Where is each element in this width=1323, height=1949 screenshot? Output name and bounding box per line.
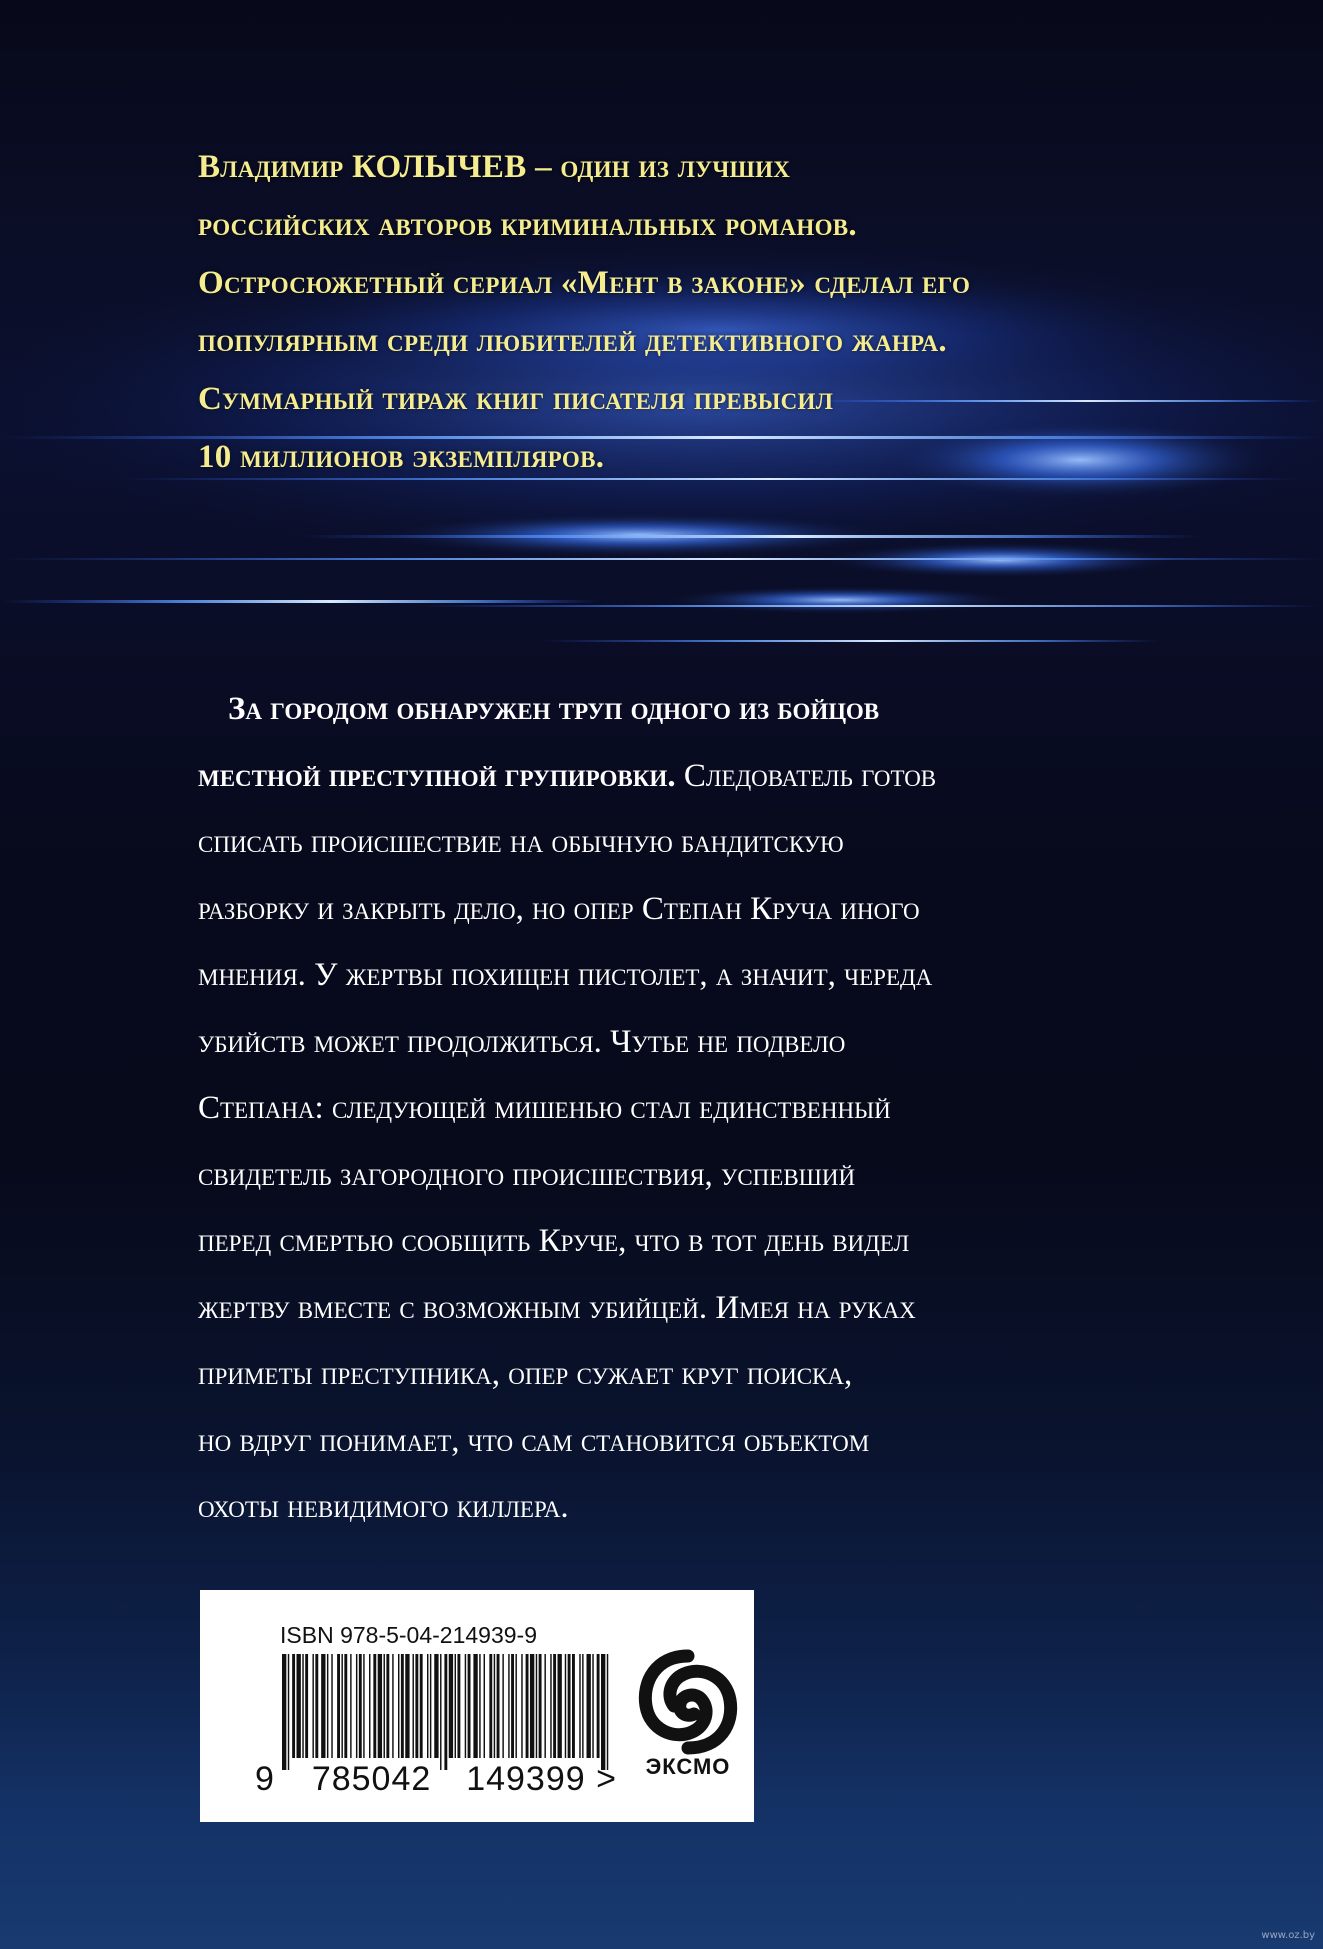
- annotation-line: но вдруг понимает, что сам становится объектом: [198, 1422, 870, 1459]
- author-blurb-line: Владимир КОЛЫЧЕВ – один из лучших: [198, 149, 791, 185]
- barcode-bar: [305, 1654, 308, 1758]
- barcode-bar: [601, 1654, 605, 1770]
- barcode-bar: [465, 1654, 466, 1758]
- barcode-bars: [282, 1654, 612, 1770]
- barcode-bar: [384, 1654, 385, 1758]
- annotation-line: охоты невидимого киллера.: [198, 1489, 569, 1525]
- light-streak: [540, 640, 1160, 642]
- barcode-bar: [521, 1654, 522, 1758]
- barcode-bar: [401, 1654, 404, 1758]
- barcode-bar: [479, 1654, 480, 1758]
- barcode-bar: [597, 1654, 600, 1758]
- barcode-bar: [515, 1654, 516, 1758]
- barcode-bar: [587, 1654, 591, 1758]
- barcode-bar: [315, 1654, 318, 1758]
- barcode-bar: [327, 1654, 328, 1758]
- barcode-bar: [607, 1654, 608, 1770]
- barcode-digits: [255, 1760, 635, 1799]
- barcode-bar: [386, 1654, 389, 1758]
- barcode-bar: [592, 1654, 593, 1758]
- annotation-line: Степана: следующей мишенью стал единственный: [198, 1090, 891, 1126]
- barcode-bar: [572, 1654, 575, 1758]
- annotation-line: свидетель загородного происшествия, успевший: [198, 1156, 856, 1193]
- annotation-line: разборку и закрыть дело, но опер Степан Круча иного: [198, 890, 920, 927]
- barcode-bar: [337, 1654, 340, 1758]
- light-streak: [0, 600, 600, 603]
- barcode-bar: [341, 1654, 342, 1758]
- barcode-bar: [457, 1654, 460, 1758]
- barcode-bar: [420, 1654, 423, 1758]
- annotation-line: Следователь готов: [675, 757, 937, 794]
- barcode-bar: [550, 1654, 551, 1758]
- barcode-bar: [568, 1654, 571, 1758]
- barcode-digit-tail: >: [596, 1760, 617, 1798]
- barcode-bar: [502, 1654, 503, 1758]
- publisher-name: ЭКСМО: [645, 1754, 731, 1779]
- barcode-bar: [539, 1654, 542, 1758]
- barcode-bar: [312, 1654, 313, 1758]
- annotation-lead-line: За городом обнаружен труп одного из бойцов: [228, 691, 880, 727]
- annotation-lead-line: местной преступной групировки.: [198, 757, 676, 794]
- barcode-bar: [444, 1654, 447, 1770]
- barcode-bar: [473, 1654, 477, 1758]
- barcode-bar: [489, 1654, 492, 1758]
- barcode-bar: [369, 1654, 370, 1758]
- barcode-bar: [511, 1654, 514, 1758]
- barcode-bar: [544, 1654, 545, 1758]
- barcode-bar: [350, 1654, 351, 1758]
- author-blurb-line: 10 миллионов экземпляров.: [198, 439, 605, 475]
- barcode-bar: [494, 1654, 495, 1758]
- barcode-bar: [526, 1654, 529, 1758]
- barcode-bar: [363, 1654, 364, 1758]
- barcode-digit-lead: 9: [255, 1760, 275, 1798]
- barcode-bar: [282, 1654, 286, 1770]
- author-blurb-line: российских авторов криминальных романов.: [198, 207, 857, 243]
- barcode-bar: [536, 1654, 537, 1758]
- barcode-bar: [288, 1654, 289, 1770]
- barcode-bar: [468, 1654, 471, 1758]
- light-streak: [300, 535, 1200, 538]
- book-annotation: [198, 676, 1198, 1541]
- barcode-bar: [449, 1654, 453, 1758]
- isbn-label: ISBN 978-5-04-214939-9: [280, 1622, 537, 1648]
- barcode-bar: [302, 1654, 303, 1758]
- annotation-line: жертву вместе с возможным убийцей. Имея на руках: [198, 1289, 916, 1326]
- barcode-bar: [565, 1654, 566, 1758]
- annotation-line: убийств может продолжиться. Чутье не подвело: [198, 1023, 846, 1060]
- barcode-bar: [497, 1654, 500, 1758]
- barcode-bar: [558, 1654, 562, 1758]
- barcode-bar: [356, 1654, 357, 1758]
- barcode-bar: [427, 1654, 428, 1758]
- light-streak: [420, 605, 1320, 607]
- barcode-bar: [378, 1654, 382, 1758]
- barcode-bar: [579, 1654, 580, 1758]
- author-blurb-line: Остросюжетный сериал «Мент в законе» сделал его: [198, 265, 971, 301]
- barcode-bar: [530, 1654, 534, 1758]
- barcode-digit-group: 149399: [466, 1760, 586, 1798]
- barcode-bar: [508, 1654, 509, 1758]
- barcode-bar: [292, 1654, 295, 1758]
- barcode-bar: [297, 1654, 301, 1758]
- author-blurb: [198, 138, 1198, 486]
- barcode-bar: [440, 1654, 441, 1770]
- barcode-panel: [200, 1590, 754, 1822]
- light-streak: [0, 558, 1323, 560]
- watermark: www.oz.by: [1261, 1930, 1315, 1941]
- barcode-bar: [430, 1654, 431, 1758]
- barcode-bar: [392, 1654, 393, 1758]
- barcode-bar: [455, 1654, 456, 1758]
- glow-spot: [660, 586, 1020, 614]
- barcode-bar: [405, 1654, 409, 1758]
- barcode-bar: [398, 1654, 399, 1758]
- barcode-bar: [484, 1654, 485, 1758]
- barcode-bar: [321, 1654, 325, 1758]
- author-blurb-line: популярным среди любителей детективного жанра.: [198, 323, 947, 359]
- annotation-line: списать происшествие на обычную бандитскую: [198, 824, 844, 860]
- annotation-line: перед смертью сообщить Круче, что в тот день видел: [198, 1223, 910, 1259]
- annotation-line: приметы преступника, опер сужает круг поиска,: [198, 1356, 853, 1392]
- barcode-bar: [553, 1654, 556, 1758]
- barcode-bar: [344, 1654, 347, 1758]
- barcode-digit-group: 785042: [311, 1760, 432, 1798]
- barcode-bar: [373, 1654, 376, 1758]
- barcode-bar: [582, 1654, 583, 1758]
- barcode-bar: [413, 1654, 414, 1758]
- annotation-line: мнения. У жертвы похищен пистолет, а значит, череда: [198, 957, 933, 993]
- barcode-bar: [415, 1654, 418, 1758]
- author-blurb-line: Суммарный тираж книг писателя превысил: [198, 381, 834, 417]
- barcode-bar: [434, 1654, 438, 1758]
- barcode-bar: [331, 1654, 332, 1758]
- barcode-bar: [359, 1654, 362, 1758]
